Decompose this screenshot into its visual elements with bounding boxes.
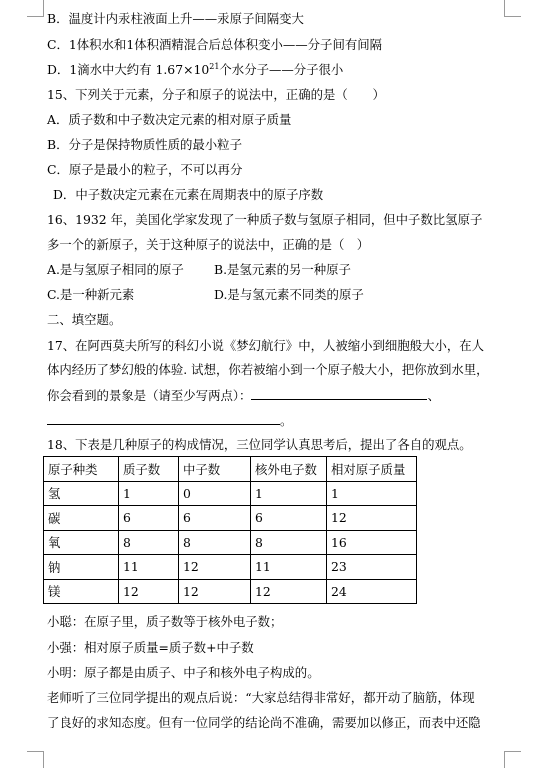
question-17-line2: 体内经历了梦幻般的体验. 试想，你若被缩小到一个原子般大小，把你放到水里， (47, 362, 489, 377)
table-cell: 12 (179, 555, 251, 580)
question-15: 15、下列关于元素，分子和原子的说法中，正确的是（ ） (47, 87, 385, 102)
section-heading: 二、填空题。 (47, 312, 122, 327)
header-cell: 中子数 (179, 457, 251, 482)
page-corner-mark (27, 0, 44, 17)
answer-blank-1[interactable] (251, 387, 427, 400)
table-cell: 8 (179, 530, 251, 555)
period: 。 (280, 413, 293, 428)
table-cell: 6 (251, 506, 327, 531)
question-16-line1: 16、1932 年，美国化学家发现了一种质子数与氢原子相同，但中子数比氢原子 (47, 212, 483, 227)
question-17-line3 (47, 387, 440, 404)
table-cell: 1 (251, 481, 327, 506)
table-row (44, 506, 417, 531)
separator: 、 (427, 388, 440, 403)
exponent: 21 (209, 61, 220, 71)
page-corner-mark (27, 751, 44, 768)
option-d-text: D．1滴水中大约有 1.67×10 (47, 62, 210, 77)
answer-blank-2[interactable] (47, 412, 280, 425)
teacher-comment-line1: 老师听了三位同学提出的观点后说：“大家总结得非常好，都开动了脑筋，体现 (47, 690, 475, 705)
student-xiaoming: 小明：原子都是由质子、中子和核外电子构成的。 (47, 665, 320, 680)
table-header-row (44, 457, 417, 482)
table-cell: 6 (119, 506, 179, 531)
q16-option-b: B.是氢元素的另一种原子 (214, 262, 351, 277)
table-row (44, 555, 417, 580)
question-16-line2: 多一个的新原子，关于这种原子的说法中，正确的是（ ） (47, 237, 370, 252)
table-cell: 镁 (44, 579, 119, 604)
header-cell: 原子种类 (44, 457, 119, 482)
header-cell: 质子数 (119, 457, 179, 482)
page-corner-mark (504, 0, 521, 17)
question-17-line4 (47, 412, 292, 429)
atom-table (43, 456, 417, 604)
teacher-comment-line2: 了良好的求知态度。但有一位同学的结论尚不准确，需要加以修正，而表中还隐 (47, 715, 481, 730)
table-cell: 12 (179, 579, 251, 604)
table-cell: 11 (251, 555, 327, 580)
table-row (44, 481, 417, 506)
q15-option-c: C．原子是最小的粒子，不可以再分 (47, 162, 243, 177)
table-cell: 23 (327, 555, 417, 580)
option-d-text-end: 个水分子——分子很小 (219, 62, 344, 77)
table-cell: 0 (179, 481, 251, 506)
student-xiaoqiang: 小强：相对原子质量=质子数+中子数 (47, 640, 254, 655)
question-18: 18、下表是几种原子的构成情况，三位同学认真思考后，提出了各自的观点。 (47, 437, 472, 452)
table-cell: 12 (251, 579, 327, 604)
table-row (44, 530, 417, 555)
q15-option-a: A．质子数和中子数决定元素的相对原子质量 (47, 112, 292, 127)
table-cell: 24 (327, 579, 417, 604)
table-cell: 氧 (44, 530, 119, 555)
header-cell: 核外电子数 (251, 457, 327, 482)
q15-option-d: D．中子数决定元素在元素在周期表中的原子序数 (53, 187, 324, 202)
question-17-line1: 17、在阿西莫夫所写的科幻小说《梦幻航行》中，人被缩小到细胞般大小，在人 (47, 338, 485, 353)
student-xiaocong: 小聪：在原子里，质子数等于核外电子数； (47, 614, 283, 629)
table-cell: 8 (251, 530, 327, 555)
header-cell: 相对原子质量 (327, 457, 417, 482)
table-row (44, 579, 417, 604)
table-cell: 8 (119, 530, 179, 555)
table-cell: 氢 (44, 481, 119, 506)
table-cell: 1 (119, 481, 179, 506)
q17-prompt: 你会看到的景象是（请至少写两点）： (47, 388, 252, 403)
table-cell: 16 (327, 530, 417, 555)
table-cell: 12 (119, 579, 179, 604)
q16-option-d: D.是与氢元素不同类的原子 (214, 287, 364, 302)
q16-option-c: C.是一种新元素 (47, 287, 135, 302)
option-b-line: B．温度计内汞柱液面上升——汞原子间隔变大 (47, 11, 304, 26)
table-cell: 6 (179, 506, 251, 531)
table-cell: 11 (119, 555, 179, 580)
table-cell: 碳 (44, 506, 119, 531)
table-cell: 1 (327, 481, 417, 506)
table-cell: 12 (327, 506, 417, 531)
option-c-line: C．1体积水和1体积酒精混合后总体积变小——分子间有间隔 (47, 37, 383, 52)
q16-option-a: A.是与氢原子相同的原子 (47, 262, 184, 277)
q15-option-b: B．分子是保持物质性质的最小粒子 (47, 137, 242, 152)
table-cell: 钠 (44, 555, 119, 580)
option-d-line (47, 62, 343, 78)
page-corner-mark (504, 751, 521, 768)
